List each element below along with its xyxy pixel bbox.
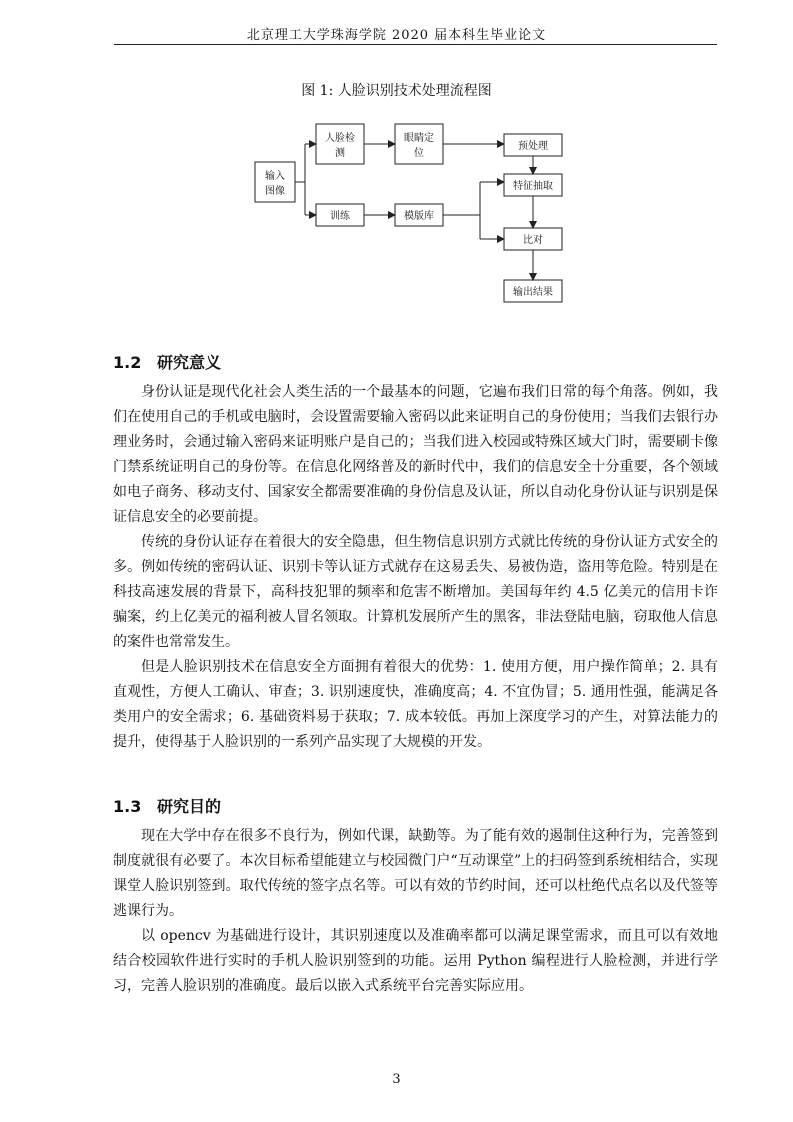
header-rule [114,44,717,45]
section-number: 1.2 [113,353,142,372]
paragraph: 传统的身份认证存在着很大的安全隐患，但生物信息识别方式就比传统的身份认证方式安全的多。例如传统的密码认证、识别卡等认证方式就存在这易丢失、易被伪造，盗用等危险。特别是在科技高速发展的背景下，高科技犯罪的频率和危害不断增加。美国每年约 4.5 亿美元的信用卡诈骗案，约上亿美元的福利被人冒名领取。计算机发展所产生的黑客，非法登陆电脑，窃取他人信息的案件也常常发生。 [113,534,718,650]
paragraph: 以 opencv 为基础进行设计，其识别速度以及准确率都可以满足课堂需求，而且可以有效地结合校园软件进行实时的手机人脸识别签到的功能。运用 Python 编程进行人脸检测，并进行学习，完善人脸识别的准确度。最后以嵌入式系统平台完善实际应用。 [113,928,718,994]
section-title: 研究目的 [157,797,222,816]
node-output-label: 输出结果 [513,287,553,298]
figure-caption: 图 1: 人脸识别技术处理流程图 [301,83,492,99]
node-preprocess-label: 预处理 [518,141,548,152]
section-number: 1.3 [113,797,142,816]
node-face-detect-label-2: 测 [335,148,345,159]
node-input-label-2: 图像 [265,186,285,197]
node-template-label: 模版库 [404,211,434,222]
paragraph: 现在大学中存在很多不良行为，例如代课，缺勤等。为了能有效的遏制住这种行为，完善签到制度就很有必要了。本次目标希望能建立与校园微门户“互动课堂”上的扫码签到系统相结合，实现课堂人脸识别签到。取代传统的签字点名等。可以有效的节约时间，还可以杜绝代点名以及代签等逃课行为。 [113,828,718,919]
node-compare-label: 比对 [523,235,543,246]
node-eye-locate-label-2: 位 [414,148,424,159]
node-feature-label: 特征抽取 [513,181,553,192]
paragraph: 身份认证是现代化社会人类生活的一个最基本的问题，它遍布我们日常的每个角落。例如，我们在使用自己的手机或电脑时，会设置需要输入密码以此来证明自己的身份使用；当我们去银行办理业务时，会通过输入密码来证明账户是自己的；当我们进入校园或特殊区域大门时，需要刷卡像门禁系统证明自己的身份等。在信息化网络普及的新时代中，我们的信息安全十分重要，各个领域如电子商务、移动支付、国家安全都需要准确的身份信息及认证，所以自动化身份认证与识别是保证信息安全的必要前提。 [113,384,718,525]
section-heading-1-2 [113,350,221,373]
paragraph: 但是人脸识别技术在信息安全方面拥有着很大的优势：1. 使用方便，用户操作简单；2. 具有直观性，方便人工确认、审查；3. 识别速度快，准确度高；4. 不宜伪冒；5. 通用性强，能满足各类用户的安全需求；6. 基础资料易于获取；7. 成本较低。再加上深度学习的产生，对算法能力的提升，使得基于人脸识别的一系列产品实现了大规模的开发。 [113,659,718,750]
node-face-detect-label-1: 人脸检 [325,133,355,144]
running-header: 北京理工大学珠海学院 2020 届本科生毕业论文 [246,28,547,43]
node-eye-locate-label-1: 眼睛定 [404,133,434,144]
node-train-label: 训练 [330,211,350,222]
section-title: 研究意义 [157,353,222,372]
section-heading-1-3 [113,794,221,817]
node-input-label-1: 输入 [265,171,285,182]
flowchart [245,115,585,310]
page-number: 3 [392,1072,401,1087]
